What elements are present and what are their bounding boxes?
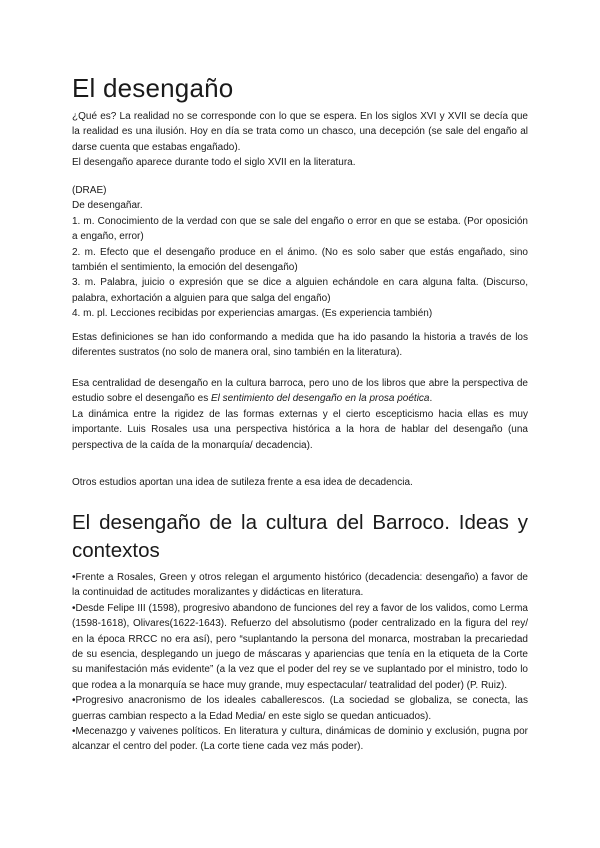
dynamics-paragraph: La dinámica entre la rigidez de las formas externas y el cierto escepticismo hacia ellas es muy importante. Luis Rosales usa una perspectiva histórica a la hora de hablar del desengaño (una perspectiva de la caída de la monarquía/ decadencia).: [72, 408, 528, 451]
bullet-item: •Mecenazgo y vaivenes políticos. En literatura y cultura, dinámicas de dominio y exclusión, pugna por alcanzar el centro del poder. (La corte tiene cada vez más poder).: [72, 726, 528, 753]
centrality-text: Esa centralidad de desengaño en la cultura barroca, pero uno de los libros que abre la perspectiva de estudio sobre el desengaño es: [72, 378, 528, 405]
intro-paragraph-2: El desengaño aparece durante todo el siglo XVII en la literatura.: [72, 157, 356, 169]
definitions-note: Estas definiciones se han ido conformando a medida que ha ido pasando la historia a través de los diferentes sustratos (no solo de manera oral, sino también en la literatura).: [72, 332, 528, 359]
drae-block: [72, 183, 528, 322]
drae-definition-2: 2. m. Efecto que el desengaño produce en el ánimo. (No es solo saber que estás engañado, sino también el sentimiento, la emoción del desengaño): [72, 246, 528, 274]
drae-definition-3: 3. m. Palabra, juicio o expresión que se dice a alguien echándole en cara alguna falta. (Discurso, palabra, exhortación a alguien para que salga del engaño): [72, 277, 528, 304]
bullet-item: •Desde Felipe III (1598), progresivo abandono de funciones del rey a favor de los validos, como Lerma (1598-1618), Olivares(1622-1643). Refuerzo del absolutismo (poder centralizado en la figura del rey/ en la época RRCC no era así), pero “suplantando la persona del monarca, mostraban la precariedad de su esencia, desplegando un juego de máscaras y apariencias que tenía en la etiqueta de la Corte su manifestación más evidente” (a la vez que el poder del rey se ve suplantado por el ministro, todo lo que rodea a la monarquía se hace muy grande, muy espectacular/ teatralidad del poder) (P. Ruiz).: [72, 602, 528, 691]
intro-block: [72, 109, 528, 171]
drae-definition-1: 1. m. Conocimiento de la verdad con que se sale del engaño o error en que se estaba. (Por oposición a engaño, error): [72, 215, 528, 243]
page-title: El desengaño: [72, 73, 234, 103]
drae-verb: De desengañar.: [72, 200, 143, 212]
bullet-item: •Frente a Rosales, Green y otros relegan el argumento histórico (decadencia: desengaño) a favor de la continuidad de actitudes moralizantes y didácticas en literatura.: [72, 572, 528, 599]
drae-definition-4: 4. m. pl. Lecciones recibidas por experiencias amargas. (Es experiencia también): [72, 308, 433, 320]
other-studies: Otros estudios aportan una idea de sutileza frente a esa idea de decadencia.: [72, 477, 413, 488]
bullet-list: [72, 570, 528, 755]
centrality-end: .: [429, 393, 433, 405]
intro-paragraph: ¿Qué es? La realidad no se corresponde con lo que se espera. En los siglos XVI y XVII se decía que la realidad es una ilusión. Hoy en día se trata como un chasco, una decepción (se sale del engaño al darse cuenta que estabas engañado).: [72, 111, 528, 153]
drae-source: (DRAE): [72, 185, 107, 196]
book-title: El sentimiento del desengaño en la prosa poética: [211, 393, 430, 405]
bullet-item: •Progresivo anacronismo de los ideales caballerescos. (La sociedad se globaliza, se conecta, las guerras cambian respecto a la Edad Media/ en este siglo se quedan anticuados).: [72, 695, 528, 722]
centrality-block: [72, 376, 528, 453]
section-heading: El desengaño de la cultura del Barroco. Ideas y contextos: [72, 511, 528, 562]
centrality-paragraph: [72, 376, 528, 407]
